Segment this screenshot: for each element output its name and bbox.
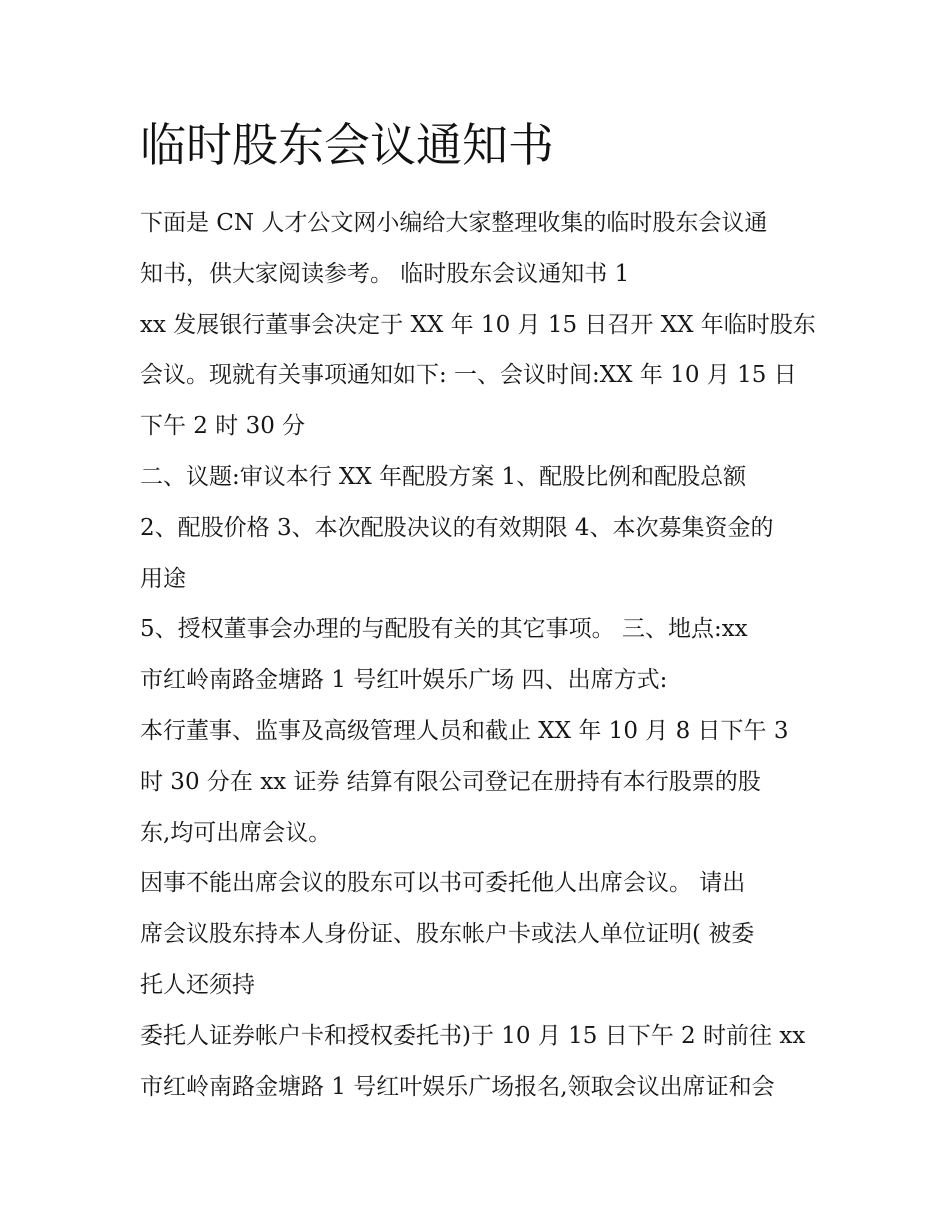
- text-line: xx 发展银行董事会决定于 XX 年 10 月 15 日召开 XX 年临时股东: [140, 311, 816, 338]
- text-line: 本行董事、监事及高级管理人员和截止 XX 年 10 月 8 日下午 3: [140, 717, 789, 744]
- text-line: 二、议题:审议本行 XX 年配股方案 1、配股比例和配股总额: [140, 463, 747, 490]
- text-line: 知书，供大家阅读参考。 临时股东会议通知书 1: [140, 260, 630, 287]
- text-line: 5、授权董事会办理的与配股有关的其它事项。 三、地点:xx: [140, 616, 748, 643]
- text-line: 因事不能出席会议的股东可以书可委托他人出席会议。 请出: [140, 870, 746, 897]
- text-line: 托人还须持: [140, 971, 255, 998]
- text-line: 委托人证券帐户卡和授权委托书)于 10 月 15 日下午 2 时前往 xx: [140, 1022, 806, 1049]
- text-line: 东,均可出席会议。: [140, 819, 332, 846]
- text-line: 席会议股东持本人身份证、股东帐户卡或法人单位证明( 被委: [140, 921, 755, 948]
- text-line: 市红岭南路金塘路 1 号红叶娱乐广场报名,领取会议出席证和会: [140, 1073, 775, 1100]
- text-line: 下面是 CN 人才公文网小编给大家整理收集的临时股东会议通: [140, 210, 768, 236]
- text-line: 时 30 分在 xx 证券 结算有限公司登记在册持有本行股票的股: [140, 768, 761, 795]
- text-line: 下午 2 时 30 分: [140, 413, 306, 440]
- text-line: 用途: [140, 565, 186, 592]
- text-line: 2、配股价格 3、本次配股决议的有效期限 4、本次募集资金的: [140, 514, 774, 541]
- text-line: 市红岭南路金塘路 1 号红叶娱乐广场 四、出席方式:: [140, 667, 668, 694]
- document-body: [140, 198, 830, 1112]
- text-line: 会议。现就有关事项通知如下: 一、会议时间:XX 年 10 月 15 日: [140, 362, 797, 389]
- document-title: 临时股东会议通知书: [140, 118, 554, 172]
